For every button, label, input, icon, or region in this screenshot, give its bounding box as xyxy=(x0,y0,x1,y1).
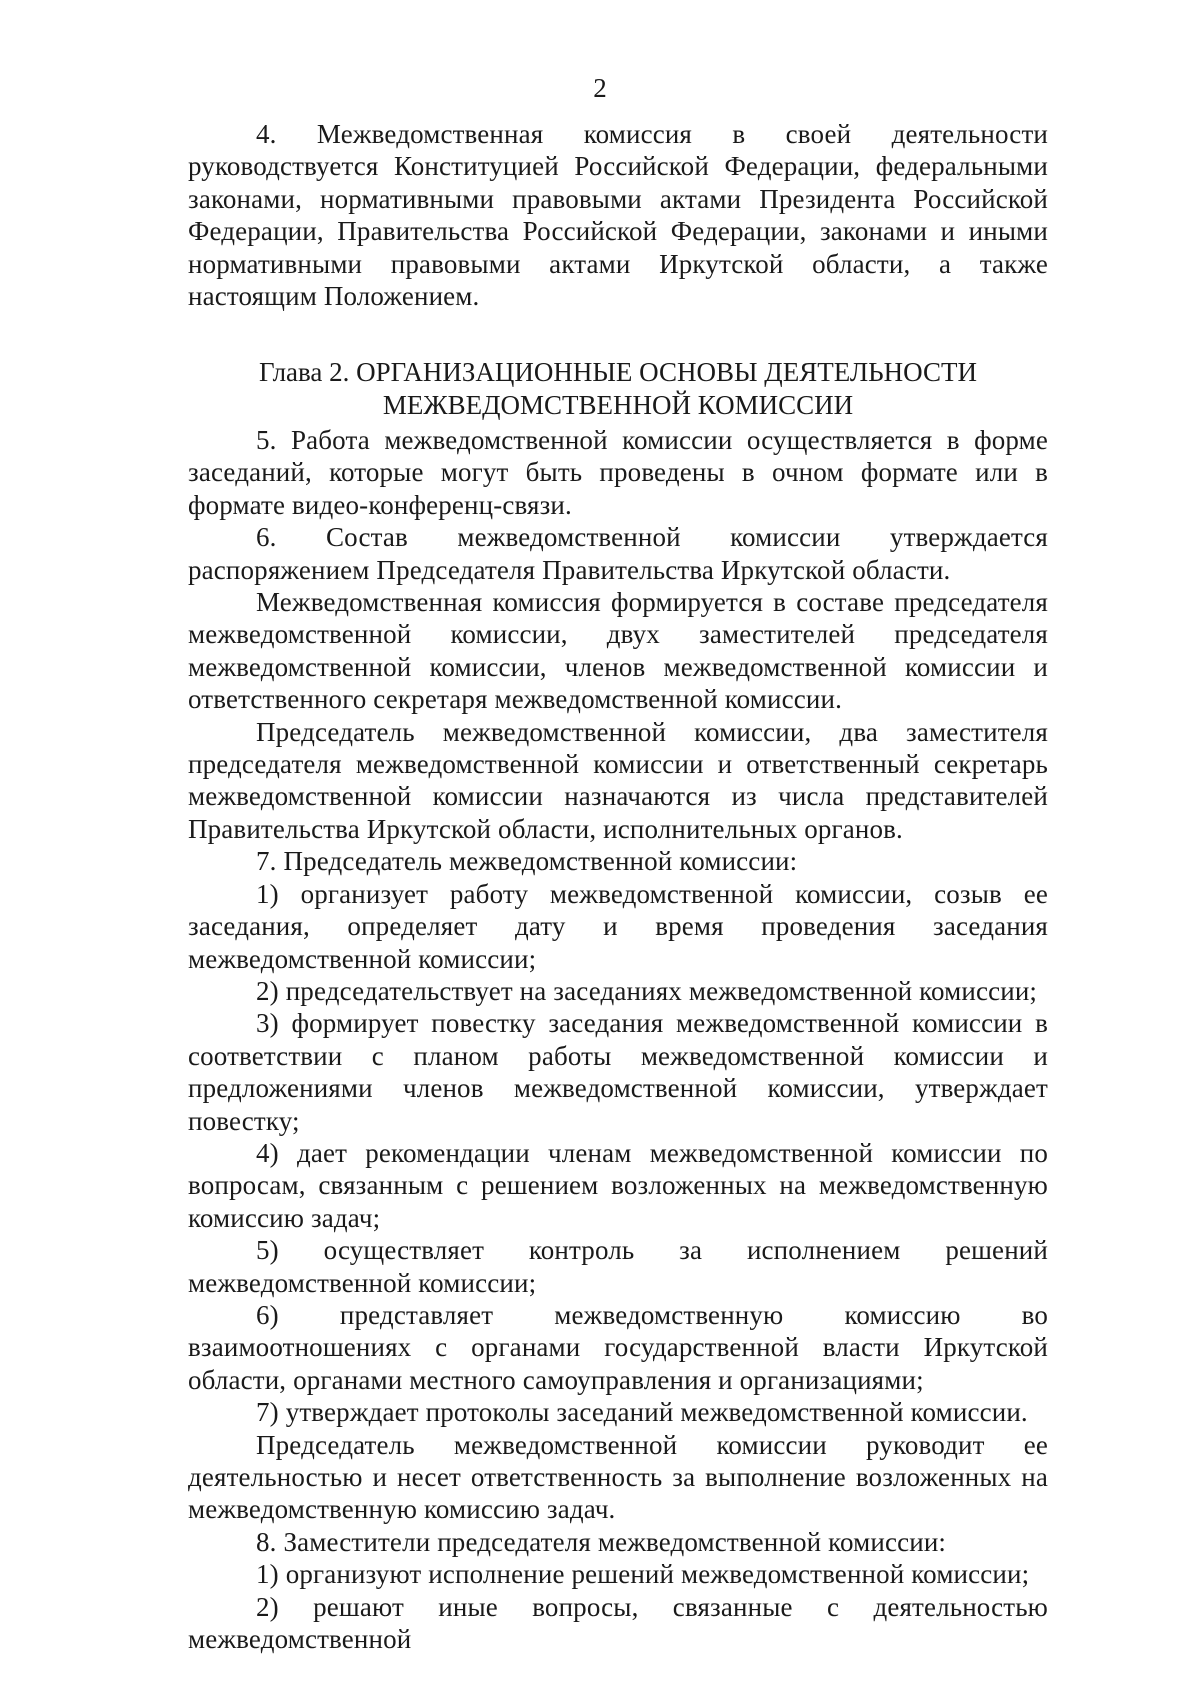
paragraph-composition: Межведомственная комиссия формируется в составе председателя межведомственной комиссии, двух заместителей председателя межведомственной комиссии, членов межведомственной комиссии и ответственного секретаря межведомственной комиссии. xyxy=(188,587,1048,715)
list-item-8-1: 1) организуют исполнение решений межведомственной комиссии; xyxy=(256,1559,1030,1590)
paragraph-7: 7. Председатель межведомственной комиссии: xyxy=(256,846,798,877)
section-main xyxy=(188,424,1048,1655)
list-item-7-2: 2) председательствует на заседаниях межведомственной комиссии; xyxy=(256,975,1038,1006)
chapter-title xyxy=(188,356,1048,422)
list-item-7-4: 4) дает рекомендации членам межведомственной комиссии по вопросам, связанным с решением возложенных на межведомственную комиссию задач; xyxy=(188,1137,1048,1233)
chapter-title-line-2: МЕЖВЕДОМСТВЕННОЙ КОМИССИИ xyxy=(382,390,854,420)
chapter-title-line-1: Глава 2. ОРГАНИЗАЦИОННЫЕ ОСНОВЫ ДЕЯТЕЛЬНОСТИ xyxy=(259,357,977,387)
list-item-7-6: 6) представляет межведомственную комиссию во взаимоотношениях с органами государственной власти Иркутской области, органами местного самоуправления и организациями; xyxy=(188,1299,1048,1395)
list-item-7-3: 3) формирует повестку заседания межведомственной комиссии в соответствии с планом работы межведомственной комиссии и предложениями членов межведомственной комиссии, утверждает повестку; xyxy=(188,1008,1048,1136)
page-number: 2 xyxy=(593,73,607,103)
paragraph-4: 4. Межведомственная комиссия в своей деятельности руководствуется Конституцией Российской Федерации, федеральными законами, нормативными правовыми актами Президента Российской Федерации, Правительства Российской Федерации, законами и иными нормативными правовыми актами Иркутской области, а также настоящим Положением. xyxy=(188,119,1048,312)
section-intro xyxy=(188,118,1048,312)
list-item-7-5: 5) осуществляет контроль за исполнением решений межведомственной комиссии; xyxy=(188,1235,1048,1298)
list-item-8-2: 2) решают иные вопросы, связанные с деятельностью межведомственной xyxy=(188,1591,1048,1655)
paragraph-5: 5. Работа межведомственной комиссии осуществляется в форме заседаний, которые могут быть проведены в очном формате или в формате видео-конференц-связи. xyxy=(188,425,1048,520)
paragraph-8: 8. Заместители председателя межведомственной комиссии: xyxy=(256,1526,947,1557)
list-item-7-1: 1) организует работу межведомственной комиссии, созыв ее заседания, определяет дату и время проведения заседания межведомственной комиссии; xyxy=(188,878,1048,974)
list-item-7-7: 7) утверждает протоколы заседаний межведомственной комиссии. xyxy=(256,1397,1028,1428)
paragraph-appointment: Председатель межведомственной комиссии, два заместителя председателя межведомственной комиссии и ответственный секретарь межведомственной комиссии назначаются из числа представителей Правительства Иркутской области, исполнительных органов. xyxy=(188,716,1048,844)
paragraph-chair-responsibility: Председатель межведомственной комиссии руководит ее деятельностью и несет ответственность за выполнение возложенных на межведомственную комиссию задач. xyxy=(188,1429,1048,1525)
paragraph-6: 6. Состав межведомственной комиссии утверждается распоряжением Председателя Правительства Иркутской области. xyxy=(188,522,1048,585)
